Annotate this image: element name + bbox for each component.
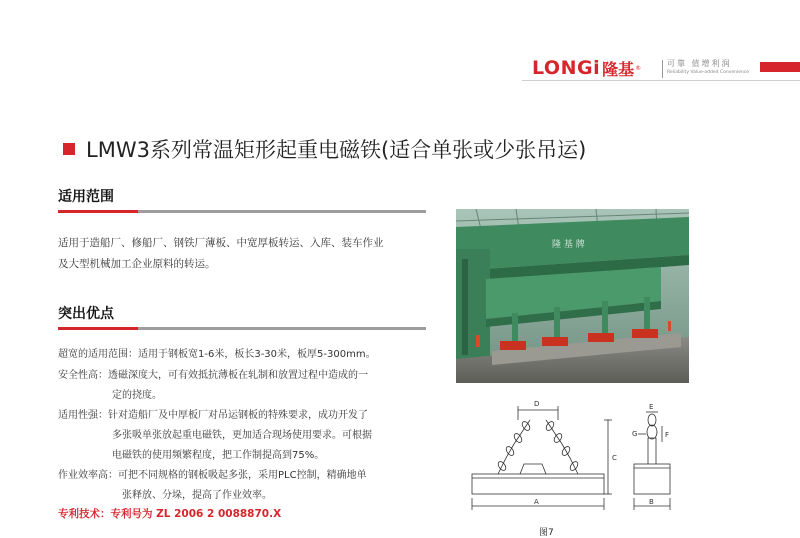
title-bullet <box>63 143 75 155</box>
advantage-applicability-cont-1: 多张吸单张放起重电磁铁，更加适合现场使用要求。可根据 <box>112 430 372 441</box>
registered-mark: ® <box>635 64 642 72</box>
logo-latin: LONGi <box>532 57 601 79</box>
advantages-heading: 突出优点 <box>58 306 114 322</box>
advantage-safety-cont: 定的挠度。 <box>112 390 162 401</box>
slogan <box>667 58 762 75</box>
scope-heading: 适用范围 <box>58 189 114 205</box>
advantages-rule <box>58 327 426 330</box>
dim-label-g: G <box>632 430 638 438</box>
logo-chinese: 隆基 <box>602 59 635 79</box>
advantage-efficiency-cont: 张释放、分垛，提高了作业效率。 <box>122 490 272 501</box>
advantage-efficiency: 作业效率高：可把不同规格的钢板吸起多张，采用PLC控制，精确地单 <box>58 470 367 481</box>
patent-number: 专利技术：专利号为 ZL 2006 2 0088870.X <box>58 508 282 520</box>
advantage-range: 超宽的适用范围：适用于钢板宽1-6米，板长3-30米，板厚5-300mm。 <box>58 349 376 360</box>
advantage-safety: 安全性高：透磁深度大，可有效抵抗薄板在轧制和放置过程中造成的一 <box>58 370 368 381</box>
scope-line-2: 及大型机械加工企业原料的转运。 <box>58 258 216 270</box>
dim-label-b: B <box>649 498 654 506</box>
company-logo <box>532 55 658 81</box>
dim-label-e: E <box>649 403 654 411</box>
brand-accent-bar <box>760 62 800 72</box>
dim-label-a: A <box>534 498 539 506</box>
magnet-technical-drawing <box>462 398 692 528</box>
advantage-applicability: 适用性强：针对造船厂及中厚板厂对吊运钢板的特殊要求，成功开发了 <box>58 410 368 421</box>
scope-rule <box>58 210 426 213</box>
svg-text:隆 基 牌: 隆 基 牌 <box>552 240 585 250</box>
figure-caption: 图7 <box>539 528 554 538</box>
slogan-english: Reliability Value-added Convenience <box>667 70 750 75</box>
dim-label-f: F <box>665 431 670 439</box>
advantage-applicability-cont-2: 电磁铁的使用频繁程度，把工作制提高到75%。 <box>112 450 325 461</box>
dim-label-c: C <box>612 454 617 462</box>
slogan-chinese: 可靠 值增利润 <box>667 59 732 68</box>
scope-line-1: 适用于造船厂、修船厂、钢铁厂薄板、中宽厚板转运、入库、装车作业 <box>58 237 384 249</box>
header-divider <box>662 60 663 78</box>
dim-label-d: D <box>534 400 540 408</box>
page-title: LMW3系列常温矩形起重电磁铁(适合单张或少张吊运) <box>86 138 587 162</box>
lifting-magnet-photo <box>456 209 689 383</box>
